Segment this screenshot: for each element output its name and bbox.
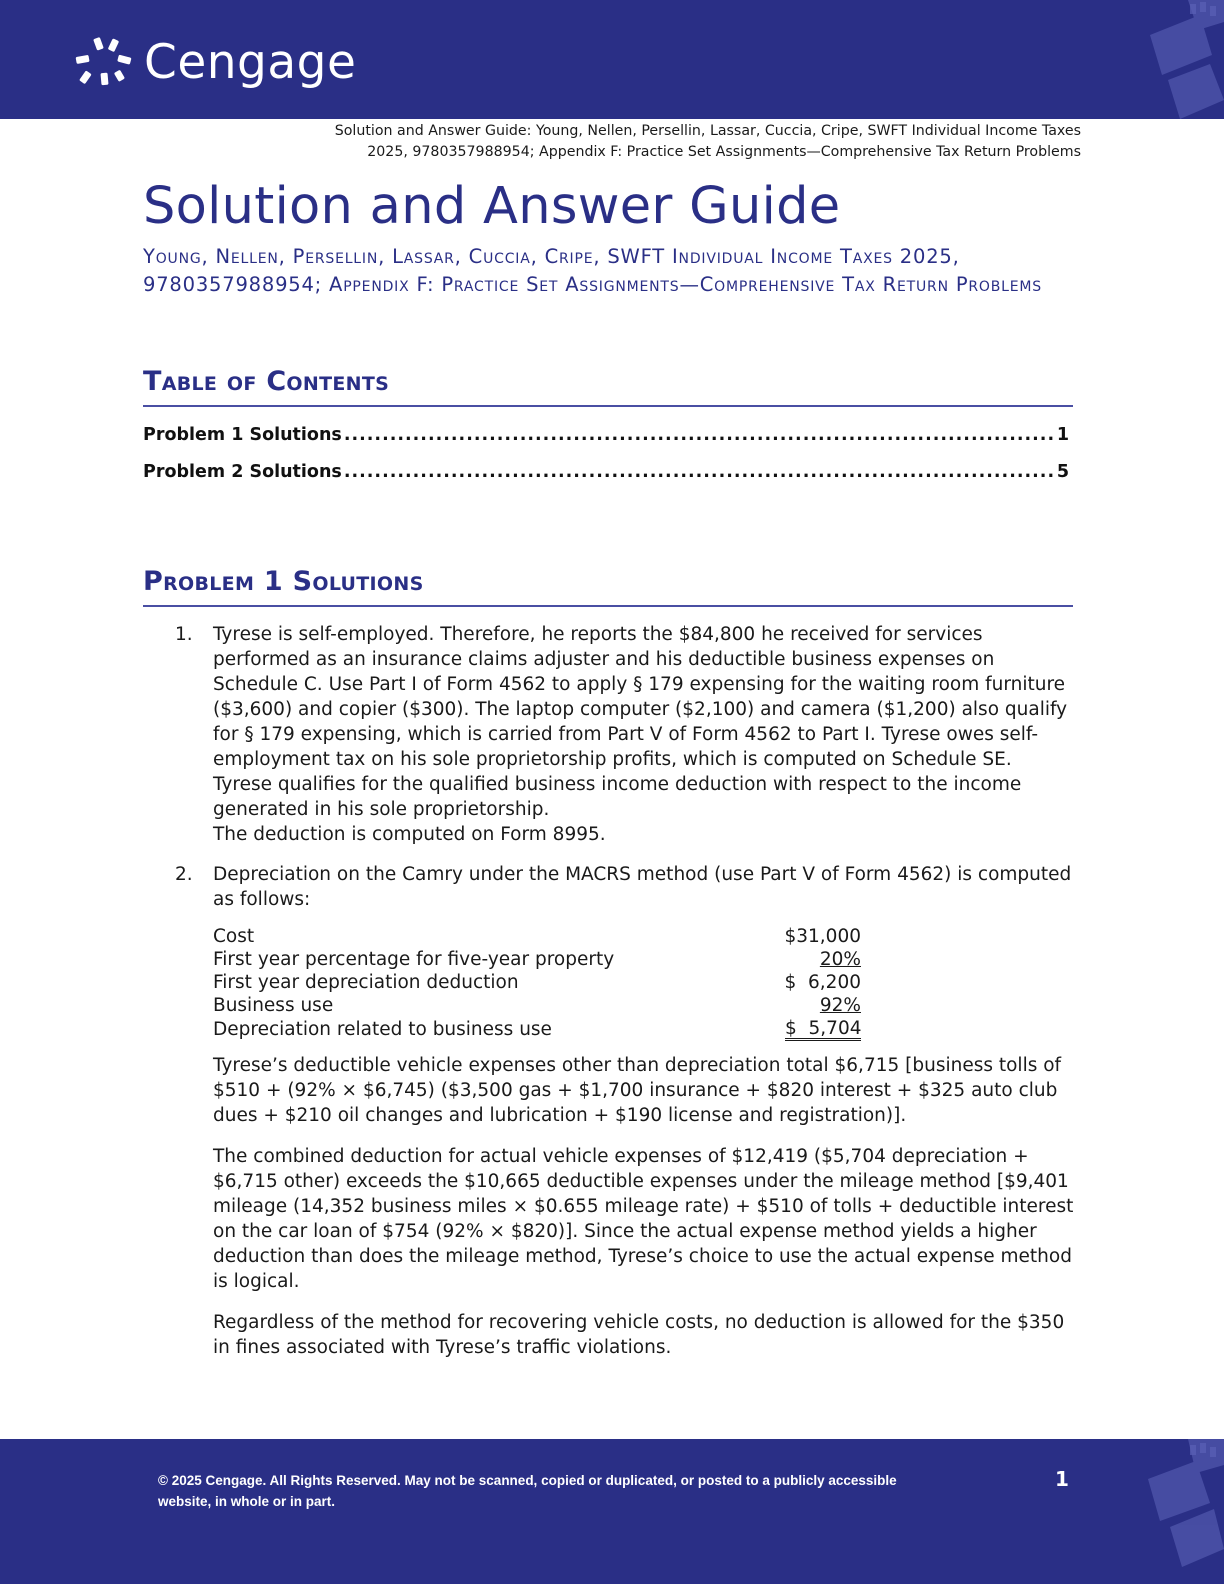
copyright-line-1: © 2025 Cengage. All Rights Reserved. May not be scanned, copied or duplicated, or posted to a publicly accessible [158, 1473, 897, 1488]
toc-item-problem-2[interactable] [143, 462, 1069, 499]
cengage-burst-icon [72, 32, 136, 92]
depreciation-table [213, 925, 861, 1041]
item-2-paragraph-1: Tyrese’s deductible vehicle expenses other than depreciation total $6,715 [business tolls of $510 + (92% × $6,745) ($3,500 gas + $1,700 insurance + $820 interest + $325 auto club dues + $210 oil changes and lubrication + $190 license and registration)]. [213, 1055, 1062, 1126]
page-number: 1 [1055, 1467, 1069, 1491]
row-label: Depreciation related to business use [213, 1018, 552, 1040]
item-1-closing-line: The deduction is computed on Form 8995. [213, 824, 606, 845]
item-2-intro: Depreciation on the Camry under the MACRS method (use Part V of Form 4562) is computed as follows: [213, 864, 1072, 910]
toc-heading: Table of Contents [143, 366, 1073, 407]
document-subtitle: Young, Nellen, Persellin, Lassar, Cuccia, Cripe, SWFT Individual Income Taxes 2025, 9780357988954; Appendix F: Practice Set Assignments—Comprehensive Tax Return Problems [143, 245, 1042, 296]
footer-band [0, 1439, 1224, 1584]
table-of-contents [143, 425, 1069, 499]
running-head-line-2: 2025, 9780357988954; Appendix F: Practice Set Assignments—Comprehensive Tax Return Problems [367, 144, 1081, 160]
toc-item-label: Problem 2 Solutions [143, 462, 342, 482]
toc-dot-leader [344, 462, 1055, 482]
toc-item-page: 1 [1056, 425, 1069, 445]
solution-item-1 [175, 622, 1075, 847]
item-2-paragraph-2: The combined deduction for actual vehicle expenses of $12,419 ($5,704 depreciation + $6,715 other) exceeds the $10,665 deductible expenses under the mileage method [$9,401 mileage (14,352 business miles × $0.655 mileage rate) + $510 of tolls + deductible interest on the car loan of $754 (92% × $820)]. Since the actual expense method yields a higher deduction than does the mileage method, Tyrese’s choice to use the actual expense method is logical. [213, 1146, 1074, 1292]
copyright-line-2: website, in whole or in part. [158, 1494, 336, 1509]
row-label: First year depreciation deduction [213, 972, 519, 993]
item-number: 1. [175, 624, 193, 645]
item-number: 2. [175, 864, 193, 885]
running-head [121, 121, 1081, 163]
decorative-blocks-top [1140, 0, 1224, 119]
item-body [213, 622, 1075, 847]
solution-item-2 [175, 862, 1075, 1360]
copyright-notice [158, 1470, 938, 1512]
row-label: Cost [213, 926, 255, 947]
row-label: Business use [213, 995, 334, 1016]
header-band [0, 0, 1224, 119]
row-value: $ 5,704 [785, 1018, 862, 1039]
row-label: First year percentage for five-year property [213, 949, 615, 970]
table-row [213, 971, 861, 994]
row-value: $ 6,200 [784, 972, 861, 993]
toc-item-label: Problem 1 Solutions [143, 425, 342, 445]
item-1-paragraph: Tyrese is self-employed. Therefore, he reports the $84,800 he received for services performed as an insurance claims adjuster and his deductible business expenses on Schedule C. Use Part I of Form 4562 to apply § 179 expensing for the waiting room furniture ($3,600) and copier ($300). The laptop computer ($2,100) and camera ($1,200) also qualify for § 179 expensing, which is carried from Part V of Form 4562 to Part I. Tyrese owes self-employment tax on his sole proprietorship profits, which is computed on Schedule SE. Tyrese qualifies for the qualified business income deduction with respect to the income generated in his sole proprietorship. [213, 624, 1068, 820]
toc-item-problem-1[interactable] [143, 425, 1069, 462]
document-title: Solution and Answer Guide [143, 177, 841, 236]
toc-dot-leader [344, 425, 1055, 445]
table-row [213, 994, 861, 1017]
table-row [213, 925, 861, 948]
decorative-blocks-bottom [1130, 1439, 1224, 1584]
problem-1-solutions [175, 622, 1075, 1360]
brand-name: Cengage [144, 34, 357, 90]
running-head-line-1: Solution and Answer Guide: Young, Nellen, Persellin, Lassar, Cuccia, Cripe, SWFT Individual Income Taxes [334, 123, 1081, 139]
item-body [213, 862, 1075, 1360]
row-value: 92% [819, 995, 861, 1016]
toc-item-page: 5 [1056, 462, 1069, 482]
table-row [213, 1017, 861, 1041]
row-value: $31,000 [784, 926, 861, 947]
item-2-paragraph-3: Regardless of the method for recovering vehicle costs, no deduction is allowed for the $350 in fines associated with Tyrese’s traffic violations. [213, 1312, 1065, 1358]
cengage-logo[interactable] [72, 32, 356, 92]
table-row [213, 948, 861, 971]
row-value: 20% [819, 949, 861, 970]
problem-1-heading: Problem 1 Solutions [143, 566, 1073, 607]
